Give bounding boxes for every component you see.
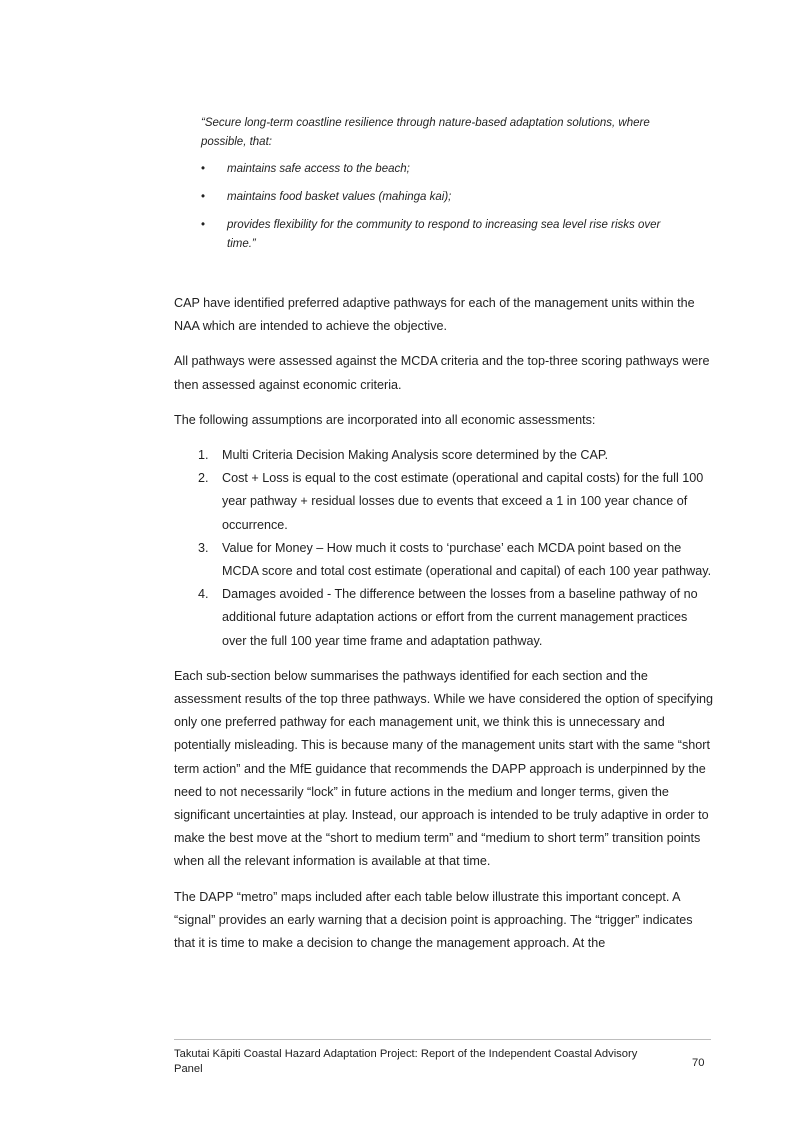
footer-title: Takutai Kāpiti Coastal Hazard Adaptation Project: Report of the Independent Coastal Advisory Panel [174,1048,638,1075]
list-number: 1. [198,448,209,463]
assumption-text: Cost + Loss is equal to the cost estimate (operational and capital costs) for the full 100 year pathway + residual losses due to events that exceed a 1 in 100 year chance of occurrence. [222,471,704,532]
assumptions-list [174,444,714,653]
footer-divider [174,1039,711,1040]
list-number: 3. [198,540,209,555]
quote-bullet-item [201,188,671,207]
assumption-item [174,583,714,653]
quote-bullet-item [201,216,671,254]
objective-quote [201,114,671,263]
assumption-text: Value for Money – How much it costs to ‘purchase’ each MCDA point based on the MCDA score and total cost estimate (operational and capital) of each 100 year pathway. [222,540,712,579]
paragraph: The DAPP “metro” maps included after each table below illustrate this important concept. A “signal” provides an early warning that a decision point is approaching. The “trigger” indicates that it is time to make a decision to change the management approach. At the [174,889,693,951]
quote-intro: “Secure long-term coastline resilience through nature-based adaptation solutions, where possible, that: [201,117,650,148]
quote-bullet-item [201,160,671,179]
assumption-item [174,537,714,583]
assumption-text: Damages avoided - The difference between the losses from a baseline pathway of no additional future adaptation actions or effort from the current management practices over the full 100 year time frame and adaptation pathway. [222,587,698,648]
paragraph: Each sub-section below summarises the pathways identified for each section and the assessment results of the top three pathways. While we have considered the option of specifying only one preferred pathway for each management unit, we think this is unnecessary and potentially misleading. This is because many of the management units start with the same “short term action” and the MfE guidance that recommends the DAPP approach is underpinned by the need to not necessarily “lock” in future actions in the medium and longer terms, given the significant uncertainties at play. Instead, our approach is intended to be truly adaptive in order to make the best move at the “short to medium term” and “medium to short term” transition points when all the relevant information is available at that time. [174,668,714,869]
quote-bullet-text: maintains food basket values (mahinga kai); [227,191,452,203]
assumption-text: Multi Criteria Decision Making Analysis score determined by the CAP. [222,448,609,463]
body-text [174,292,714,967]
page-number: 70 [692,1057,705,1069]
assumption-item [174,467,714,537]
list-number: 4. [198,587,209,602]
assumption-item [174,444,714,467]
paragraph: The following assumptions are incorporated into all economic assessments: [174,412,596,427]
paragraph: All pathways were assessed against the MCDA criteria and the top-three scoring pathways were then assessed against economic criteria. [174,354,710,392]
list-number: 2. [198,471,209,486]
bullet-icon: • [201,163,206,175]
bullet-icon: • [201,191,206,203]
quote-bullet-text: provides flexibility for the community to respond to increasing sea level rise risks over time.” [227,219,661,250]
paragraph: CAP have identified preferred adaptive pathways for each of the management units within the NAA which are intended to achieve the objective. [174,296,695,334]
bullet-icon: • [201,219,206,231]
quote-bullet-text: maintains safe access to the beach; [227,163,410,175]
quote-bullet-list [201,160,671,254]
